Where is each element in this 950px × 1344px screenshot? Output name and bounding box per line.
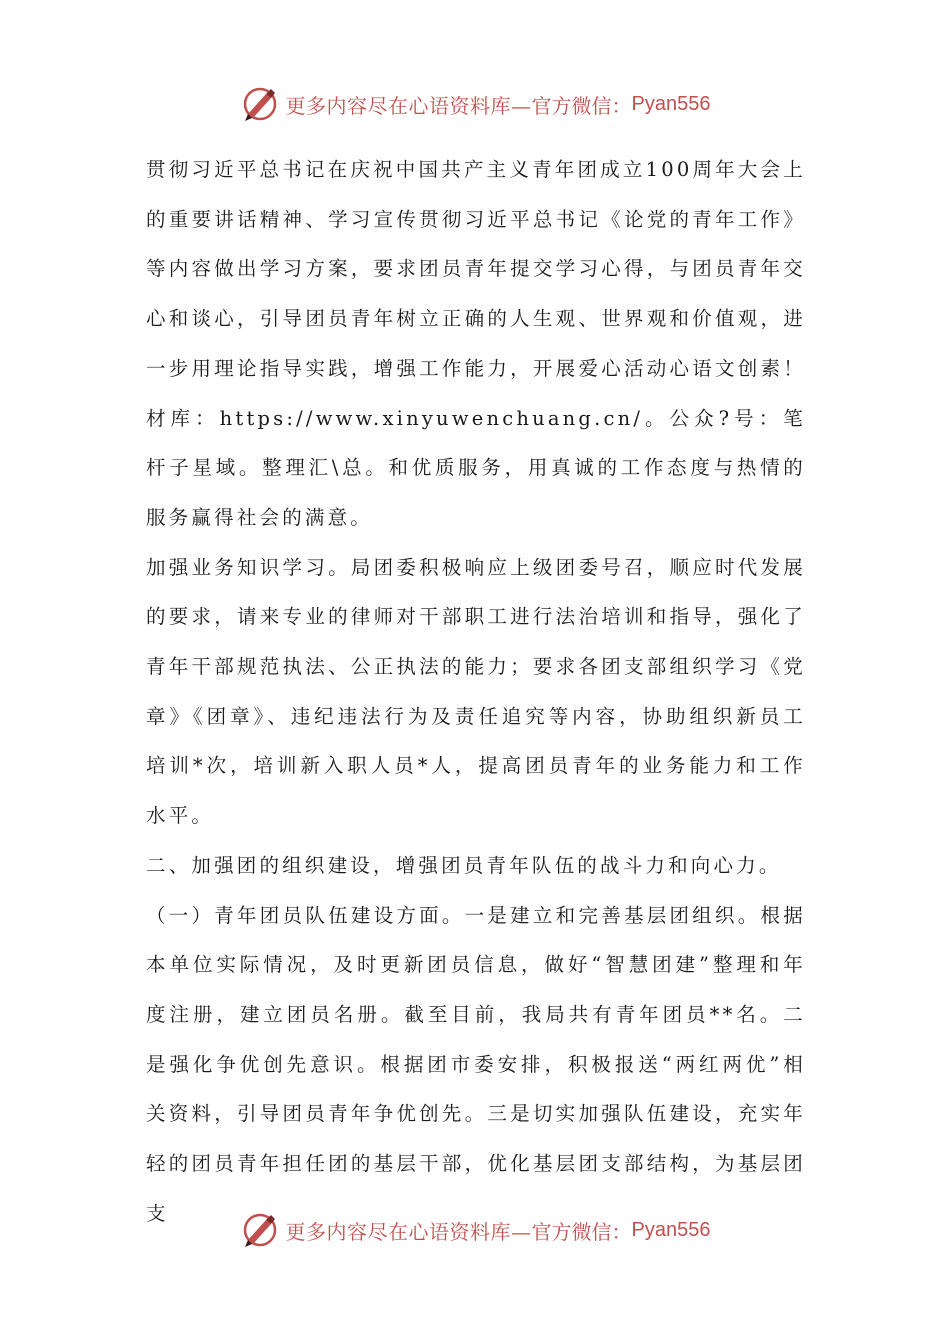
watermark-text: 更多内容尽在心语资料库— <box>285 93 532 118</box>
pen-logo-icon <box>240 1210 280 1250</box>
watermark-wechat-id: Pyan556 <box>631 1218 711 1241</box>
paragraph-2: 加强业务知识学习。局团委积极响应上级团委号召，顺应时代发展的要求，请来专业的律师对干部职工进行法治培训和指导，强化了青年干部规范执法、公正执法的能力；要求各团支部组织学习《党章》《团章》、违纪违法行为及责任追究等内容，协助组织新员工培训*次，培训新入职人员*人，提高团员青年的业务能力和工作水平。 <box>146 555 806 828</box>
watermark-wechat-id: Pyan556 <box>631 92 711 115</box>
paragraph-1: 贯彻习近平总书记在庆祝中国共产主义青年团成立100周年大会上的重要讲话精神、学习宣传贯彻习近平总书记《论党的青年工作》等内容做出学习方案，要求团员青年提交学习心得，与团员青年交心和谈心，引导团员青年树立正确的人生观、世界观和价值观，进一步用理论指导实践，增强工作能力，开展爱心活动心语文创素！材库：https://www.xinyuwenchuang.cn/。公众?号：笔杆子星域。整理汇\总。和优质服务，用真诚的工作态度与热情的服务赢得社会的满意。 <box>146 158 806 529</box>
header-watermark <box>0 84 950 124</box>
paragraph-3: （一）青年团员队伍建设方面。一是建立和完善基层团组织。根据本单位实际情况，及时更新团员信息，做好“智慧团建”整理和年度注册，建立团员名册。截至目前，我局共有青年团员**名。二是强化争优创先意识。根据团市委安排，积极报送“两红两优”相关资料，引导团员青年争优创先。三是切实加强队伍建设，充实年轻的团员青年担任团的基层干部，优化基层团支部结构，为基层团支 <box>146 903 806 1225</box>
watermark-text: 更多内容尽在心语资料库— <box>285 1219 532 1244</box>
watermark-wechat-label: 官方微信： <box>531 93 632 118</box>
document-body <box>146 145 806 1238</box>
pen-logo-icon <box>240 84 280 124</box>
section-heading: 二、加强团的组织建设，增强团员青年队伍的战斗力和向心力。 <box>146 853 782 877</box>
watermark-wechat-label: 官方微信： <box>531 1219 632 1244</box>
footer-watermark <box>0 1210 950 1250</box>
